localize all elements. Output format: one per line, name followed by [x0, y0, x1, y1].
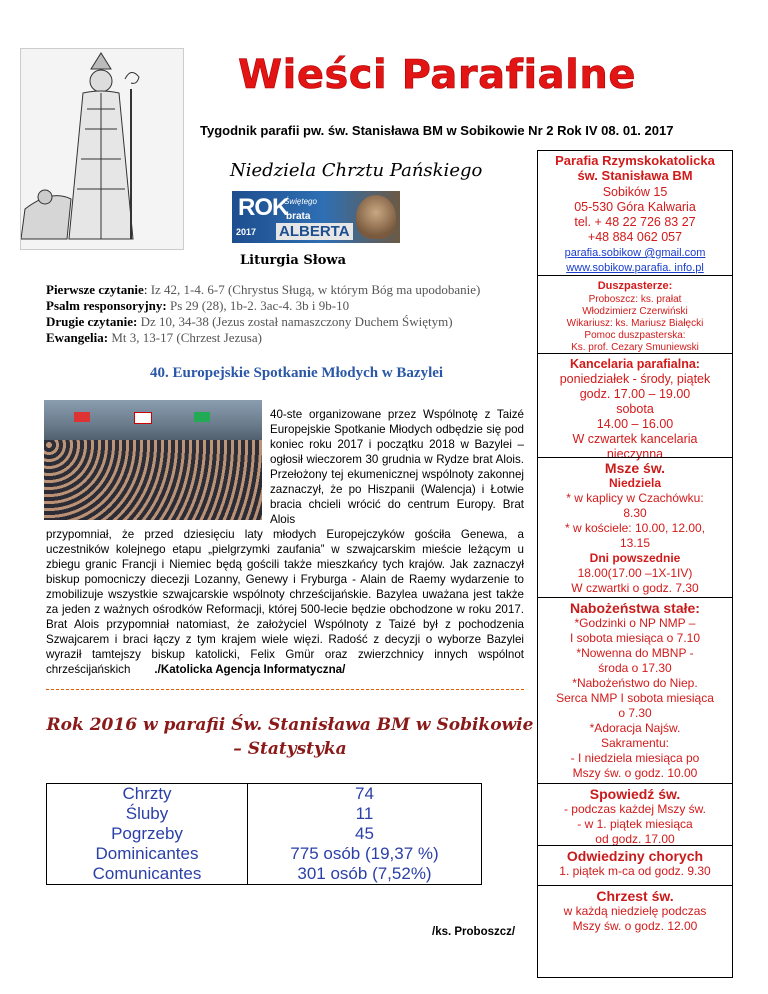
masthead-title: Wieści Parafialne [238, 52, 636, 98]
banner-rok: ROK [238, 194, 289, 221]
readings-list [46, 282, 480, 346]
devotions-section: Nabożeństwa stałe: *Godzinki o NP NMP – I sobota miesiąca o 7.10 *Nowenna do MBNP - środa o 17.30 *Nabożeństwo do Niep. Serca NMP I sobota miesiąca o 7.30 *Adoracja Najśw. Sakramentu: - I niedziela miesiąca po Mszy św. o godz. 10.00 [556, 600, 714, 780]
parish-name: Parafia Rzymskokatolicka św. Stanisława BM [555, 153, 715, 183]
saint-illustration [20, 48, 184, 250]
parish-address: Sobików 15 05-530 Góra Kalwaria tel. + 48 22 726 83 27 +48 884 062 057 [574, 185, 696, 244]
article-body [46, 407, 524, 677]
issue-subtitle: Tygodnik parafii pw. św. Stanisława BM w Sobikowie Nr 2 Rok IV 08. 01. 2017 [200, 123, 674, 138]
baptism-section: Chrzest św. w każdą niedzielę podczas Mszy św. o godz. 12.00 [563, 888, 707, 933]
table-row: Chrzty 74 [47, 784, 482, 805]
banner-year: 2017 [236, 227, 257, 237]
reading-line: Ewangelia: Mt 3, 13-17 (Chrzest Jezusa) [46, 330, 262, 345]
article-title: 40. Europejskie Spotkanie Młodych w Bazylei [150, 365, 444, 381]
article-para-rest: przypomniał, że przed dziesięciu laty młodych Europejczyków gościła Genewa, a uczestników kolejnego etapu „pielgrzymki zaufania” w szwajcarskim mieście leżącym u zbiegu granic Francji i Niemiec będą gościli także mieszkańcy tych krajów. Jak zaznaczył biskup pomocniczy diecezji Lozanny, Genewy i Fryburga - Alain de Raemy wydarzenie to zmobilizuje wszystkie szwajcarskie wspólnoty chrześcijańskie. Bazylea uważana jest także za jeden z ważnych ośrodków Reformacji, której 500-lecie będzie obchodzone w roku 2017. Brat Alois przypomniał natomiast, że założyciel Wspólnoty z Taizé był z pochodzenia Szwajcarem i braci łączy z tym krajem wiele więzi. Radość z decyzji o wyborze Bazylei wyraził tamtejszy biskup katolicki, Felix Gmür oraz zwierzchnicy innych wspólnot chrześcijańskich ./Katolicka Agencja Informatyczna/ [46, 528, 524, 676]
dashed-divider [46, 689, 524, 690]
table-row: Dominicantes 775 osób (19,37 %) [47, 844, 482, 864]
sick-visits-section: Odwiedziny chorych 1. piątek m-ca od godz. 9.30 [559, 848, 711, 878]
table-row: Comunicantes 301 osób (7,52%) [47, 864, 482, 885]
parish-info-box [537, 150, 733, 978]
portrait-image [356, 195, 396, 239]
reading-line: Psalm responsoryjny: Ps 29 (28), 1b-2. 3ac-4. 3b i 9b-10 [46, 298, 350, 313]
table-row: Pogrzeby 45 [47, 824, 482, 844]
banner-swietego: Świętego [284, 197, 317, 206]
sunday-title: Niedziela Chrztu Pańskiego [230, 160, 483, 181]
banner-alberta: ALBERTA [276, 223, 353, 240]
pastors-section: Duszpasterze: Proboszcz: ks. prałat Włodzimierz Czerwiński Wikariusz: ks. Mariusz Białęcki Pomoc duszpasterska: Ks. prof. Cezary Smuniewski [566, 280, 704, 353]
banner-brata: brata [286, 211, 311, 222]
rok-brata-alberta-banner [232, 191, 400, 243]
website-link[interactable]: www.sobikow.parafia. info.pl [566, 262, 704, 274]
masses-section: Msze św. Niedziela * w kaplicy w Czachówku: 8.30 * w kościele: 10.00, 12.00, 13.15 Dni powszednie 18.00(17.00 –1X-1IV) W czwartki o godz. 7.30 [564, 460, 706, 595]
stats-title: Rok 2016 w parafii Św. Stanisława BM w Sobikowie – Statystyka [46, 715, 534, 759]
parish-contact [538, 245, 732, 275]
email-link[interactable]: parafia.sobikow @gmail.com [564, 247, 706, 259]
reading-line: Pierwsze czytanie: Iz 42, 1-4. 6-7 (Chrystus Sługą, w którym Bóg ma upodobanie) [46, 282, 481, 297]
office-section: Kancelaria parafialna: poniedziałek - środy, piątek godz. 17.00 – 19.00 sobota 14.00 – 16.00 W czwartek kancelaria nieczynna [559, 357, 711, 461]
table-row: Śluby 11 [47, 804, 482, 824]
liturgy-heading: Liturgia Słowa [240, 253, 347, 268]
stats-table [46, 783, 482, 885]
article-signoff: ./Katolicka Agencja Informatyczna/ [154, 663, 346, 676]
reading-line: Drugie czytanie: Dz 10, 34-38 (Jezus został namaszczony Duchem Świętym) [46, 314, 453, 329]
confession-section: Spowiedź św. - podczas każdej Mszy św. - w 1. piątek miesiąca od godz. 17.00 [563, 786, 707, 846]
pastor-signature: /ks. Proboszcz/ [432, 926, 516, 938]
article-para-top: 40-ste organizowane przez Wspólnotę z Taizé Europejskie Spotkanie Młodych odbędzie się pod koniec roku 2017 i początku 2018 w Bazylei – ogłosił wieczorem 30 grudnia w Rydze brat Alois. Przełożony tej ekumenicznej wspólnoty zakonnej zaznaczył, że po Hiszpanii (Walencja) i Łotwie bracia chcieli wrócić do centrum Europy. Brat Alois [270, 408, 524, 526]
